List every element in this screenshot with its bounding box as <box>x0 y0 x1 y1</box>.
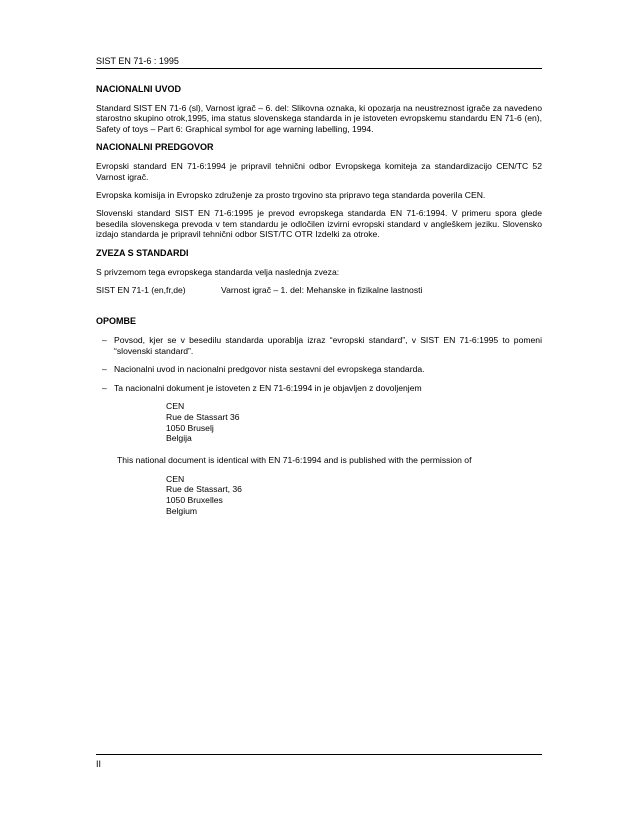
section-title-predgovor: NACIONALNI PREDGOVOR <box>96 142 214 153</box>
section-title-zveza: ZVEZA S STANDARDI <box>96 247 189 258</box>
address-block-slovenian <box>166 401 542 444</box>
section-nacionalni-predgovor <box>96 142 542 239</box>
note-item <box>96 335 542 356</box>
address-block-english <box>166 474 542 517</box>
address-line: Belgium <box>166 506 198 517</box>
note-item <box>96 383 542 393</box>
address-line: 1050 Bruselj <box>166 422 214 433</box>
address-line: CEN <box>166 401 185 412</box>
note-text: Povsod, kjer se v besedilu standarda uporablja izraz “evropski standard”, v SIST EN 71-6:1995 to pomeni “slovenski standard”. <box>114 335 542 356</box>
english-permission-note: This national document is identical with EN 71-6:1994 and is published with the permission of <box>117 455 472 466</box>
address-line: CEN <box>166 473 185 484</box>
standard-reference-row <box>96 285 542 295</box>
note-item <box>96 364 542 374</box>
section-opombe <box>96 316 542 516</box>
predgovor-paragraph-2: Evropska komisija in Evropsko združenje za prosto trgovino sta pripravo tega standarda poverila CEN. <box>96 190 486 201</box>
address-line: 1050 Bruxelles <box>166 495 223 506</box>
footer-divider <box>96 754 542 755</box>
running-header: SIST EN 71-6 : 1995 <box>96 56 542 69</box>
predgovor-paragraph-3: Slovenski standard SIST EN 71-6:1995 je prevod evropskega standarda EN 71-6:1994. V primeru spora glede besedila slovenskega prevoda v tem standardu je odločilen izvirni evropski standard v angleškem jeziku. Slovensko izdajo standarda je pripravil tehnični odbor SIST/TC OTR Izdelki za otroke. <box>96 208 542 240</box>
address-line: Rue de Stassart, 36 <box>166 484 242 495</box>
reference-title: Varnost igrač – 1. del: Mehanske in fizikalne lastnosti <box>221 285 423 296</box>
note-text: Ta nacionalni dokument je istoveten z EN 71-6:1994 in je objavljen z dovoljenjem <box>114 382 422 393</box>
page-number: II <box>96 759 102 769</box>
uvod-paragraph: Standard SIST EN 71-6 (sl), Varnost igrač – 6. del: Slikovna oznaka, ki opozarja na neustreznost igrače za navedeno starostno skupino otrok,1995, ima status slovenskega standarda in je istoveten evropskemu standardu EN 71-6 (en), Safety of toys – Part 6: Graphical symbol for age warning labelling, 1994. <box>96 103 542 134</box>
note-text: Nacionalni uvod in nacionalni predgovor nista sestavni del evropskega standarda. <box>114 364 425 375</box>
address-line: Rue de Stassart 36 <box>166 411 240 422</box>
section-title-opombe: OPOMBE <box>96 316 137 327</box>
dash-bullet: – <box>102 335 107 346</box>
section-title-uvod: NACIONALNI UVOD <box>96 84 181 94</box>
section-nacionalni-uvod <box>96 84 542 134</box>
dash-bullet: – <box>102 364 107 375</box>
address-line: Belgija <box>166 433 192 444</box>
predgovor-paragraph-1: Evropski standard EN 71-6:1994 je pripravil tehnični odbor Evropskega komiteja za standardizacijo CEN/TC 52 Varnost igrač. <box>96 161 542 182</box>
page-content <box>96 84 542 528</box>
dash-bullet: – <box>102 382 107 393</box>
reference-code: SIST EN 71-1 (en,fr,de) <box>96 285 186 296</box>
section-zveza-s-standardi <box>96 248 542 296</box>
zveza-intro: S privzemom tega evropskega standarda velja naslednja zveza: <box>96 266 340 277</box>
